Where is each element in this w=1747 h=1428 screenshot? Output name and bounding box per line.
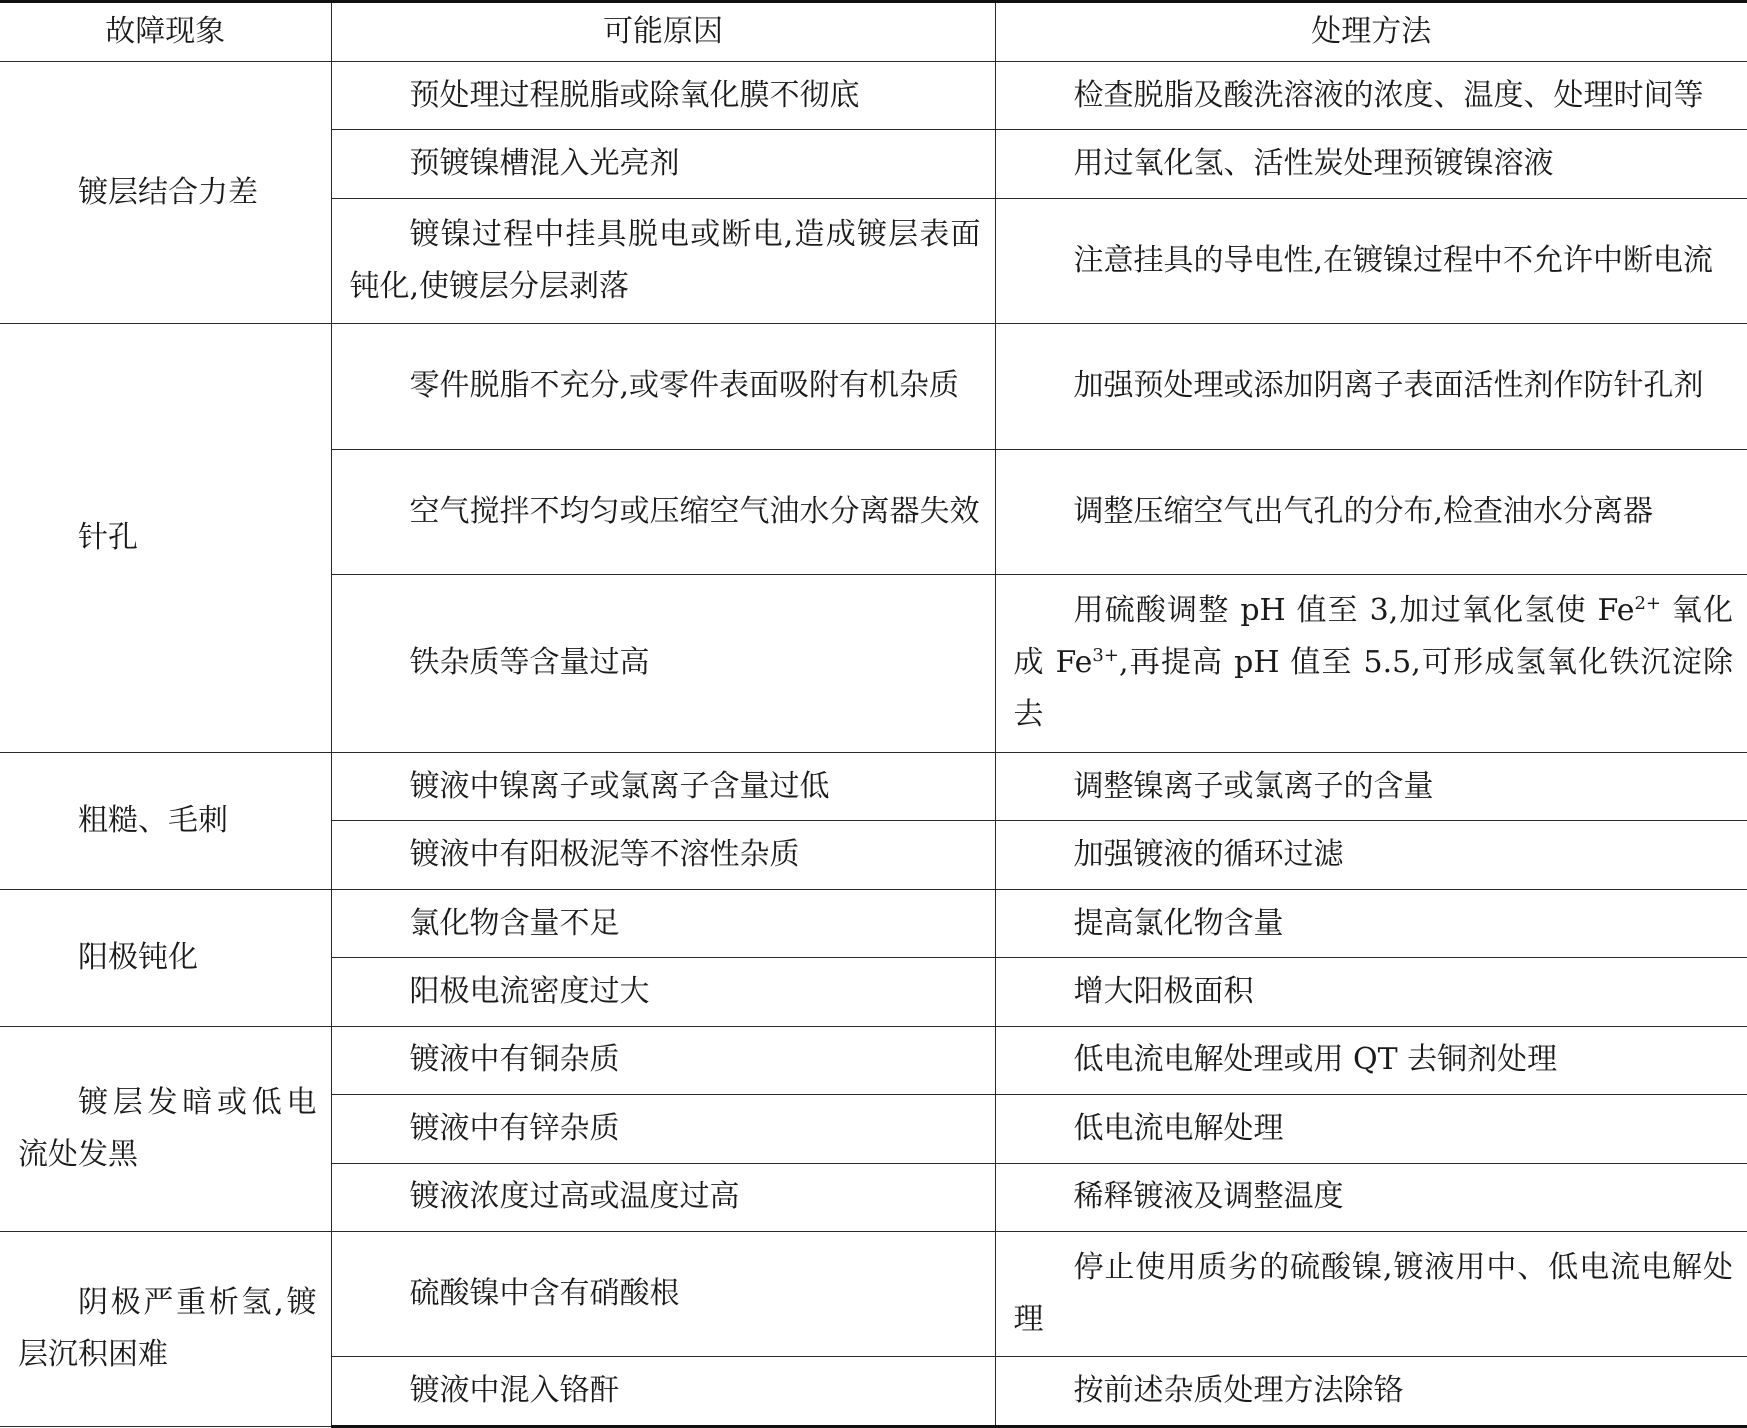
fix-cell: 稀释镀液及调整温度 <box>995 1163 1747 1231</box>
cause-cell: 镀液中有铜杂质 <box>331 1026 995 1094</box>
table-row <box>0 889 1747 957</box>
fix-cell: 加强镀液的循环过滤 <box>995 821 1747 889</box>
header-cause: 可能原因 <box>331 2 995 62</box>
fix-cell: 提高氯化物含量 <box>995 889 1747 957</box>
cause-cell: 铁杂质等含量过高 <box>331 574 995 752</box>
cause-cell: 空气搅拌不均匀或压缩空气油水分离器失效 <box>331 449 995 574</box>
table-row <box>0 62 1747 130</box>
cause-cell: 镀液中混入铬酐 <box>331 1357 995 1427</box>
header-row <box>0 2 1747 62</box>
fix-cell: 按前述杂质处理方法除铬 <box>995 1357 1747 1427</box>
table-row <box>0 1026 1747 1094</box>
charge-superscript: 2+ <box>1634 593 1662 615</box>
header-fix: 处理方法 <box>995 2 1747 62</box>
cause-cell: 阳极电流密度过大 <box>331 958 995 1026</box>
fix-cell: 低电流电解处理或用 QT 去铜剂处理 <box>995 1026 1747 1094</box>
symptom-cell: 阴极严重析氢,镀层沉积困难 <box>0 1232 331 1427</box>
fix-cell: 调整压缩空气出气孔的分布,检查油水分离器 <box>995 449 1747 574</box>
table-row <box>0 752 1747 820</box>
symptom-cell: 粗糙、毛刺 <box>0 752 331 889</box>
fix-cell: 注意挂具的导电性,在镀镍过程中不允许中断电流 <box>995 198 1747 323</box>
cause-cell: 零件脱脂不充分,或零件表面吸附有机杂质 <box>331 324 995 449</box>
cause-cell: 氯化物含量不足 <box>331 889 995 957</box>
table-row <box>0 324 1747 449</box>
fix-cell: 用过氧化氢、活性炭处理预镀镍溶液 <box>995 130 1747 198</box>
fix-cell: 调整镍离子或氯离子的含量 <box>995 752 1747 820</box>
cause-cell: 镀镍过程中挂具脱电或断电,造成镀层表面钝化,使镀层分层剥落 <box>331 198 995 323</box>
charge-superscript: 3+ <box>1092 645 1119 667</box>
fix-text: ,再提高 pH 值至 5.5,可形成氢氧化铁沉淀除去 <box>1013 645 1733 733</box>
header-symptom: 故障现象 <box>0 2 331 62</box>
cause-cell: 镀液中有锌杂质 <box>331 1095 995 1163</box>
fix-cell: 增大阳极面积 <box>995 958 1747 1026</box>
cause-cell: 预处理过程脱脂或除氧化膜不彻底 <box>331 62 995 130</box>
symptom-cell: 镀层结合力差 <box>0 62 331 324</box>
fix-cell: 停止使用质劣的硫酸镍,镀液用中、低电流电解处理 <box>995 1232 1747 1357</box>
fix-cell <box>995 574 1747 752</box>
symptom-cell: 阳极钝化 <box>0 889 331 1026</box>
fix-cell: 检查脱脂及酸洗溶液的浓度、温度、处理时间等 <box>995 62 1747 130</box>
fix-text: 用硫酸调整 pH 值至 3,加过氧化氢使 Fe <box>1073 593 1635 629</box>
fix-cell: 低电流电解处理 <box>995 1095 1747 1163</box>
symptom-cell: 针孔 <box>0 324 331 753</box>
fix-text: 氧化成 Fe <box>1013 593 1734 681</box>
table-row <box>0 1232 1747 1357</box>
fix-cell: 加强预处理或添加阴离子表面活性剂作防针孔剂 <box>995 324 1747 449</box>
cause-cell: 预镀镍槽混入光亮剂 <box>331 130 995 198</box>
cause-cell: 硫酸镍中含有硝酸根 <box>331 1232 995 1357</box>
cause-cell: 镀液中有阳极泥等不溶性杂质 <box>331 821 995 889</box>
cause-cell: 镀液浓度过高或温度过高 <box>331 1163 995 1231</box>
cause-cell: 镀液中镍离子或氯离子含量过低 <box>331 752 995 820</box>
symptom-cell: 镀层发暗或低电流处发黑 <box>0 1026 331 1231</box>
